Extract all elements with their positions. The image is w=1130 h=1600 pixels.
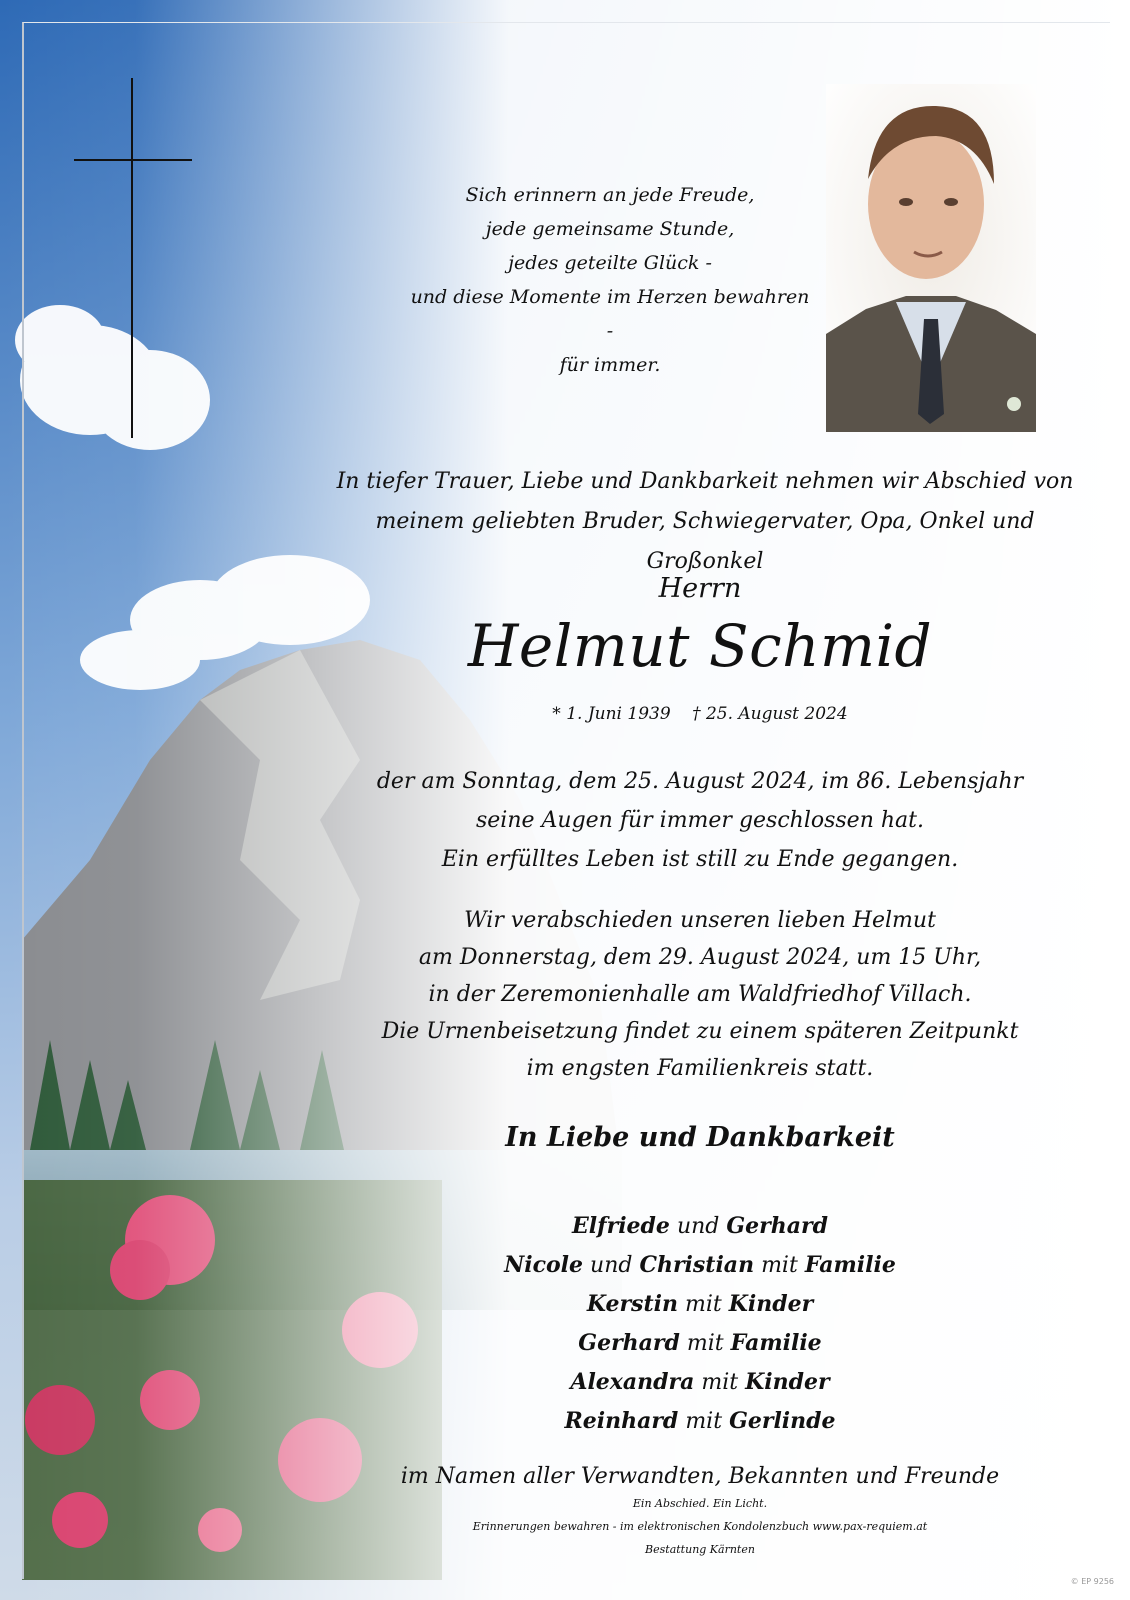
funeral-line: Die Urnenbeisetzung findet zu einem späteren Zeitpunkt xyxy=(381,1019,1019,1044)
intro-line: In tiefer Trauer, Liebe und Dankbarkeit nehmen wir Abschied von xyxy=(336,469,1074,494)
notice-line: der am Sonntag, dem 25. August 2024, im 86. Lebensjahr xyxy=(376,769,1024,794)
mourner-line: Nicole und Christian mit Familie xyxy=(504,1252,896,1278)
footer-condolence-link: Erinnerungen bewahren - im elektronischen Kondolenzbuch www.pax-requiem.at xyxy=(472,1520,928,1533)
closing-phrase: In Liebe und Dankbarkeit xyxy=(505,1122,895,1153)
mourners-list xyxy=(400,1207,1000,1441)
funeral-line: am Donnerstag, dem 29. August 2024, um 15 Uhr, xyxy=(418,945,982,970)
funeral-details xyxy=(370,902,1030,1087)
mourner-line: Reinhard mit Gerlinde xyxy=(564,1408,836,1434)
mourner-line: Alexandra mit Kinder xyxy=(570,1369,830,1395)
mourner-line: Elfriede und Gerhard xyxy=(572,1213,828,1239)
death-notice xyxy=(370,762,1030,879)
poem-line: für immer. xyxy=(559,354,661,376)
portrait-photo xyxy=(826,84,1036,432)
footer-slogan: Ein Abschied. Ein Licht. xyxy=(632,1497,768,1510)
death-date: † 25. August 2024 xyxy=(692,704,848,724)
notice-line: Ein erfülltes Leben ist still zu Ende gegangen. xyxy=(441,847,959,872)
funeral-line: in der Zeremonienhalle am Waldfriedhof Villach. xyxy=(428,982,972,1007)
notice-line: seine Augen für immer geschlossen hat. xyxy=(475,808,924,833)
poem-line: und diese Momente im Herzen bewahren - xyxy=(410,286,810,342)
life-dates xyxy=(520,704,880,724)
mourner-line: Gerhard mit Familie xyxy=(578,1330,822,1356)
poem-line: jedes geteilte Glück - xyxy=(508,252,712,274)
birth-date: * 1. Juni 1939 xyxy=(552,704,671,724)
cross-icon xyxy=(74,78,192,438)
intro-line: meinem geliebten Bruder, Schwiegervater, Opa, Onkel und Großonkel xyxy=(375,509,1035,574)
deceased-name: Helmut Schmid xyxy=(467,612,933,680)
template-code: © EP 9256 xyxy=(1070,1577,1114,1586)
poem-line: jede gemeinsame Stunde, xyxy=(485,218,735,240)
mourner-line: Kerstin mit Kinder xyxy=(586,1291,814,1317)
footer-undertaker: Bestattung Kärnten xyxy=(645,1543,755,1556)
farewell-intro xyxy=(330,462,1080,582)
funeral-line: Wir verabschieden unseren lieben Helmut xyxy=(464,908,936,933)
poem-line: Sich erinnern an jede Freude, xyxy=(465,184,755,206)
signoff-line: im Namen aller Verwandten, Bekannten und Freunde xyxy=(400,1464,1000,1489)
salutation: Herrn xyxy=(658,573,742,604)
memorial-poem xyxy=(410,178,810,382)
funeral-line: im engsten Familienkreis statt. xyxy=(526,1056,874,1081)
